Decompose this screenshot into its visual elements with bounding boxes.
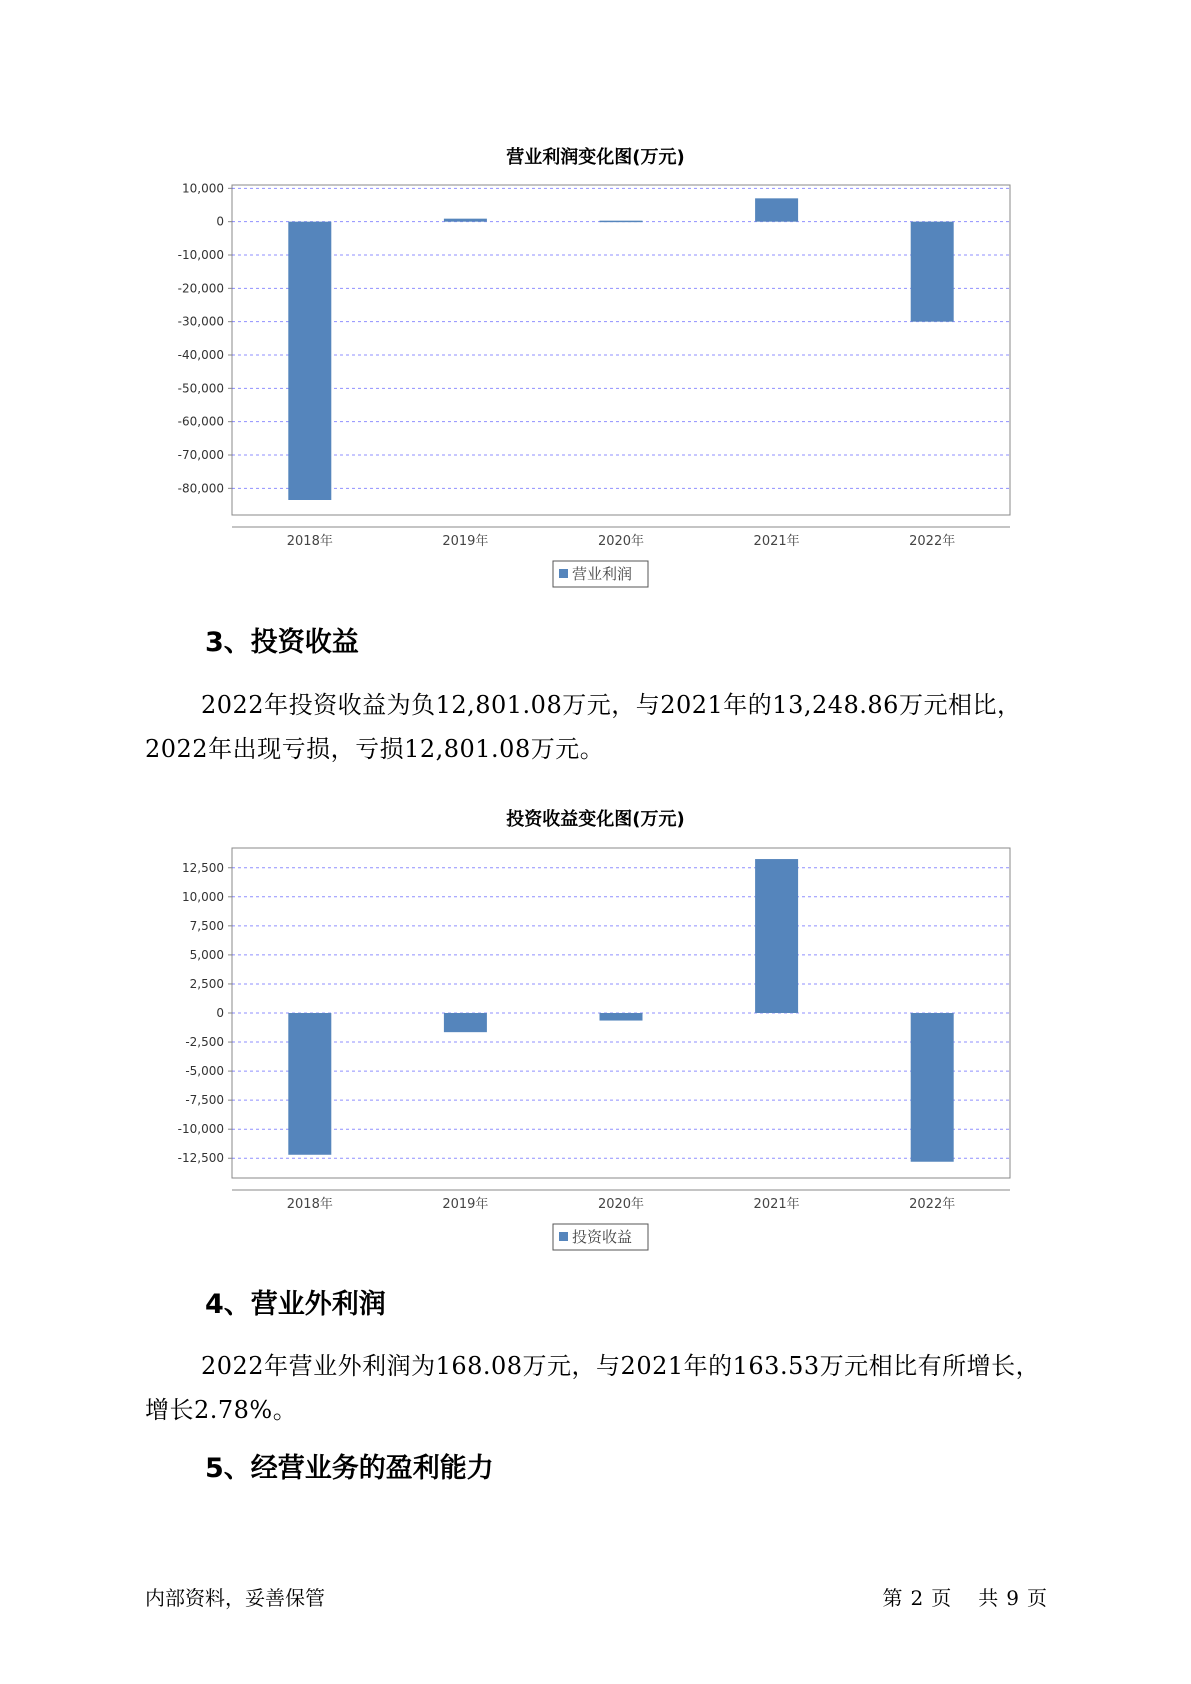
section-4-heading: 4、营业外利润 [205,1289,386,1320]
x-tick-label: 2021年 [753,1197,800,1212]
plot-area [232,185,1010,515]
x-tick-label: 2022年 [909,534,956,549]
y-tick-label: -10,000 [177,248,224,262]
page-num: 2 [910,1586,924,1610]
chart-title-investment-income: 投资收益变化图(万元) [506,809,685,830]
y-tick-label: -30,000 [177,314,224,329]
bar-2019年 [444,219,487,222]
bar-2020年 [600,221,643,223]
y-tick-label: 2,500 [189,976,224,991]
legend-swatch [559,569,568,578]
footer-page-number [878,1582,1051,1611]
y-tick-label: -10,000 [177,1122,224,1137]
x-tick-label: 2019年 [442,1197,489,1212]
footer-confidential-note: 内部资料，妥善保管 [145,1586,325,1610]
bar-2018年 [288,1013,331,1155]
x-tick-label: 2020年 [597,534,645,549]
y-tick-label: -50,000 [177,381,224,396]
total-suffix: 页 [1027,1586,1047,1610]
y-tick-label: 5,000 [189,947,224,962]
legend-label: 投资收益 [572,1228,633,1246]
section-4-paragraph: 2022年营业外利润为168.08万元，与2021年的163.53万元相比有所增长，增长2.78%。 [145,1352,1041,1424]
legend [553,561,648,587]
y-tick-label: 10,000 [182,181,224,196]
y-tick-label: -70,000 [177,448,224,462]
page-mid: 页 [931,1586,952,1610]
total-prefix: 共 [978,1586,999,1610]
y-tick-label: -7,500 [185,1093,224,1108]
bar-2018年 [288,222,331,500]
x-tick-label: 2020年 [597,1197,645,1212]
legend-label: 营业利润 [572,565,633,583]
x-tick-label: 2018年 [286,1197,333,1212]
y-tick-label: -20,000 [177,281,224,296]
y-tick-label: -80,000 [177,481,224,496]
x-tick-label: 2022年 [909,1197,956,1212]
page-prefix: 第 [882,1586,903,1610]
y-tick-label: -40,000 [177,348,224,362]
chart-title-operating-profit: 营业利润变化图(万元) [506,147,685,168]
bar-2020年 [600,1013,643,1021]
x-tick-label: 2018年 [286,534,333,549]
bar-2022年 [911,222,954,322]
section-3-paragraph: 2022年投资收益为负12,801.08万元，与2021年的13,248.86万元相比，2022年出现亏损，亏损12,801.08万元。 [145,691,1022,763]
y-tick-label: 0 [216,1006,224,1020]
legend-swatch [559,1232,568,1241]
legend [553,1224,648,1250]
y-tick-label: -5,000 [185,1064,224,1079]
section-3-heading: 3、投资收益 [205,627,359,658]
total-num: 9 [1006,1586,1019,1610]
y-tick-label: -2,500 [185,1035,224,1050]
x-tick-label: 2019年 [442,534,489,549]
y-tick-label: 7,500 [189,918,224,933]
y-tick-label: 10,000 [182,889,224,904]
bar-2022年 [911,1013,954,1162]
y-tick-label: -12,500 [177,1151,224,1166]
y-tick-label: 12,500 [182,860,224,875]
section-5-heading: 5、经营业务的盈利能力 [205,1453,494,1484]
y-tick-label: 0 [216,214,224,229]
bar-2021年 [755,859,798,1013]
bar-2021年 [755,198,798,221]
y-tick-label: -60,000 [177,414,224,429]
bar-2019年 [444,1013,487,1032]
x-tick-label: 2021年 [753,534,800,549]
operating-profit-chart [0,175,1191,595]
investment-income-chart [0,838,1191,1258]
